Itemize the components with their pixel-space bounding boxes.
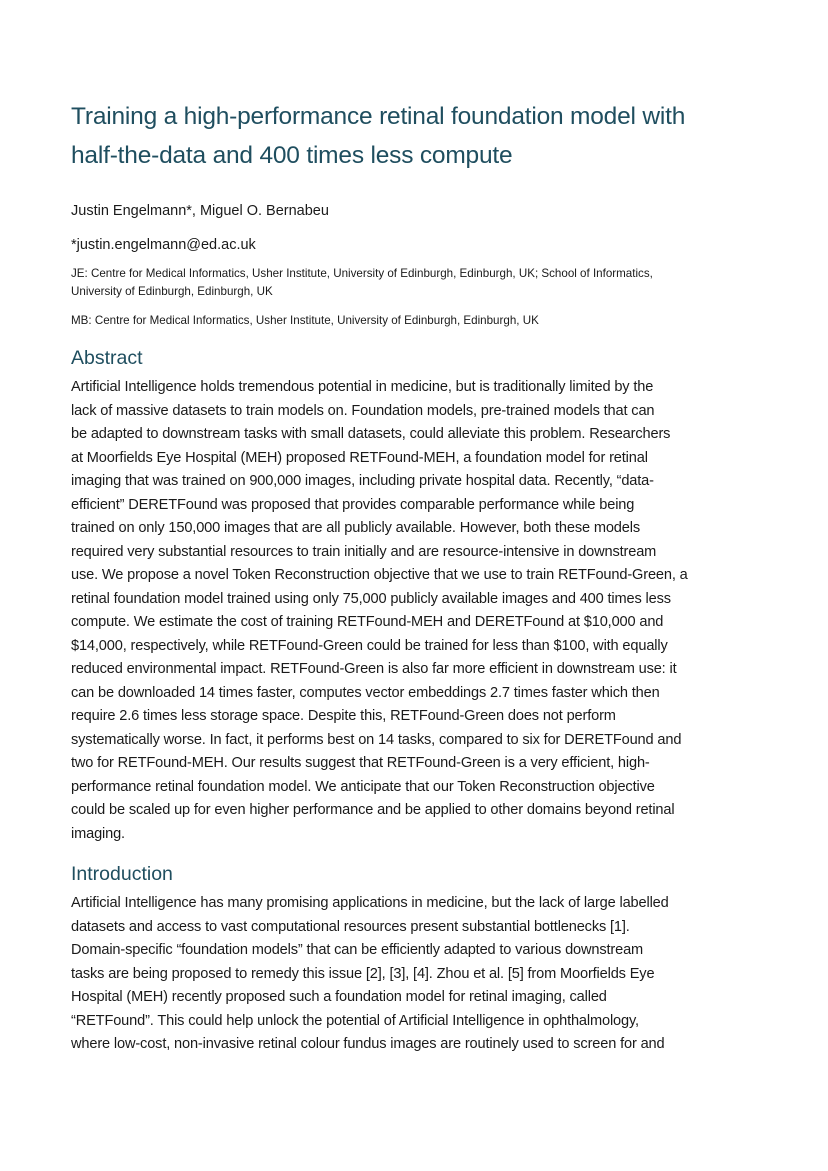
abstract-line: be adapted to downstream tasks with small datasets, could alleviate this problem. Researchers (71, 426, 671, 442)
introduction-line: Artificial Intelligence has many promising applications in medicine, but the lack of large labelled (71, 895, 669, 911)
abstract-line: systematically worse. In fact, it performs best on 14 tasks, compared to six for DERETFound and (71, 731, 682, 748)
abstract-heading: Abstract (71, 347, 143, 369)
abstract-line: can be downloaded 14 times faster, computes vector embeddings 2.7 times faster which then (71, 684, 660, 701)
introduction-line: datasets and access to vast computational resources present substantial bottlenecks [1]. (71, 918, 630, 935)
introduction-line: Domain-specific “foundation models” that can be efficiently adapted to various downstream (71, 942, 644, 958)
abstract-line: required very substantial resources to train initially and are resource-intensive in downstream (71, 543, 657, 560)
affiliation-line: University of Edinburgh, Edinburgh, UK (71, 285, 273, 298)
affiliation-je (71, 265, 761, 301)
introduction-line: “RETFound”. This could help unlock the potential of Artificial Intelligence in ophthalmology, (71, 1012, 639, 1029)
introduction-line: tasks are being proposed to remedy this issue [2], [3], [4]. Zhou et al. [5] from Moorfields Eye (71, 965, 655, 982)
affiliation-mb (71, 312, 761, 330)
title-line: half-the-data and 400 times less compute (71, 142, 513, 169)
abstract-line: compute. We estimate the cost of training RETFound-MEH and DERETFound at $10,000 and (71, 614, 664, 630)
introduction-body (71, 892, 761, 1057)
corresponding-email: *justin.engelmann@ed.ac.uk (71, 237, 256, 253)
author-list: Justin Engelmann*, Miguel O. Bernabeu (71, 203, 329, 219)
paper-content (71, 97, 761, 1057)
paper-title (71, 97, 761, 175)
abstract-line: require 2.6 times less storage space. Despite this, RETFound-Green does not perform (71, 708, 616, 724)
introduction-heading: Introduction (71, 863, 173, 885)
affiliation-line: JE: Centre for Medical Informatics, Usher Institute, University of Edinburgh, Edinburgh, UK; School of Informatics, (71, 267, 653, 280)
abstract-line: could be scaled up for even higher performance and be applied to other domains beyond retinal (71, 802, 675, 818)
title-line: Training a high-performance retinal foundation model with (71, 103, 686, 130)
abstract-line: $14,000, respectively, while RETFound-Green could be trained for less than $100, with equally (71, 637, 668, 654)
abstract-line: imaging that was trained on 900,000 images, including private hospital data. Recently, “data- (71, 473, 654, 489)
abstract-line: lack of massive datasets to train models on. Foundation models, pre-trained models that can (71, 402, 655, 419)
abstract-body (71, 376, 761, 846)
introduction-line: Hospital (MEH) recently proposed such a foundation model for retinal imaging, called (71, 989, 607, 1005)
affiliation-line: MB: Centre for Medical Informatics, Usher Institute, University of Edinburgh, Edinburgh, UK (71, 314, 539, 327)
abstract-line: imaging. (71, 825, 125, 842)
abstract-line: reduced environmental impact. RETFound-Green is also far more efficient in downstream use: it (71, 661, 677, 677)
abstract-line: two for RETFound-MEH. Our results suggest that RETFound-Green is a very efficient, high- (71, 755, 650, 771)
abstract-line: at Moorfields Eye Hospital (MEH) proposed RETFound-MEH, a foundation model for retinal (71, 449, 648, 466)
abstract-line: retinal foundation model trained using only 75,000 publicly available images and 400 times less (71, 590, 671, 607)
abstract-line: performance retinal foundation model. We anticipate that our Token Reconstruction objective (71, 778, 655, 795)
abstract-line: use. We propose a novel Token Reconstruction objective that we use to train RETFound-Green, a (71, 567, 688, 583)
abstract-line: trained on only 150,000 images that are all publicly available. However, both these models (71, 520, 640, 536)
abstract-line: efficient” DERETFound was proposed that provides comparable performance while being (71, 496, 635, 513)
introduction-line: where low-cost, non-invasive retinal colour fundus images are routinely used to screen for and (71, 1036, 665, 1052)
abstract-line: Artificial Intelligence holds tremendous potential in medicine, but is traditionally limited by the (71, 379, 654, 395)
